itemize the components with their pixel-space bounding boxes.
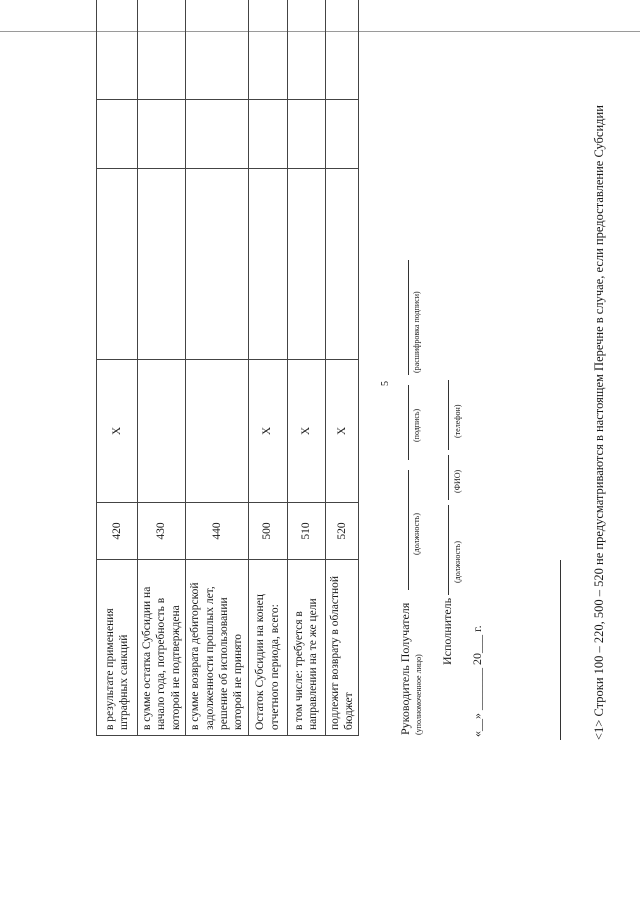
row-cell-empty [248, 169, 287, 360]
head-position-line [408, 470, 409, 590]
footnote: <1> Строки 100 – 220, 500 – 520 не предусматриваются в настоящем Перечне в случае, если предоставление Субсидии [592, 105, 606, 740]
executor-phone-line [448, 380, 449, 450]
row-description: в том числе: требуется в направлении на те же цели [287, 560, 325, 736]
row-cell-empty [138, 0, 186, 100]
row-description: в сумме остатка Субсидии на начало года, потребность в которой не подтверждена [138, 560, 186, 736]
row-mark: X [325, 360, 359, 503]
row-cell-empty [325, 100, 359, 169]
head-signature-caption: (подпись) [412, 408, 421, 442]
table-row [138, 0, 186, 736]
row-cell-empty [97, 169, 138, 360]
table-row [325, 0, 359, 736]
row-code: 520 [325, 503, 359, 560]
row-description: Остаток Субсидии на конец отчетного периода, всего: [248, 560, 287, 736]
table-row [97, 0, 138, 736]
row-mark [186, 360, 249, 503]
row-mark: X [248, 360, 287, 503]
row-description: в результате применения штрафных санкций [97, 560, 138, 736]
row-cell-empty [186, 0, 249, 100]
row-cell-empty [97, 0, 138, 100]
row-code: 510 [287, 503, 325, 560]
head-position-caption: (должность) [412, 513, 421, 555]
row-cell-empty [97, 100, 138, 169]
executor-position-line [448, 505, 449, 595]
row-mark [138, 360, 186, 503]
row-description: подлежит возврату в областной бюджет [325, 560, 359, 736]
table-row [248, 0, 287, 736]
row-cell-empty [138, 169, 186, 360]
row-cell-empty [248, 100, 287, 169]
row-cell-empty [287, 100, 325, 169]
row-cell-empty [325, 0, 359, 100]
row-cell-empty [325, 169, 359, 360]
row-cell-empty [287, 0, 325, 100]
head-label: Руководитель Получателя [398, 602, 412, 735]
row-code: 430 [138, 503, 186, 560]
row-mark: X [287, 360, 325, 503]
executor-fio-line [448, 455, 449, 500]
footnote-rule [560, 560, 561, 740]
executor-label: Исполнитель [440, 597, 454, 665]
row-cell-empty [248, 0, 287, 100]
executor-phone-caption: (телефон) [453, 404, 462, 438]
row-description: в сумме возврата дебиторской задолженности прошлых лет, решение об использовании которой не принято [186, 560, 249, 736]
report-table [96, 0, 359, 736]
table-row [186, 0, 249, 736]
page-number: 5 [380, 381, 391, 386]
executor-position-caption: (должность) [453, 541, 462, 583]
executor-fio-caption: (ФИО) [453, 469, 462, 493]
row-cell-empty [138, 100, 186, 169]
row-cell-empty [186, 169, 249, 360]
date-line: «__» _______ 20___ г. [470, 625, 484, 737]
head-sublabel: (уполномоченное лицо) [414, 654, 423, 735]
row-code: 500 [248, 503, 287, 560]
row-code: 420 [97, 503, 138, 560]
table-row [287, 0, 325, 736]
row-cell-empty [186, 100, 249, 169]
row-cell-empty [287, 169, 325, 360]
head-signature-line [408, 385, 409, 460]
row-code: 440 [186, 503, 249, 560]
head-transcript-line [408, 260, 409, 375]
row-mark: X [97, 360, 138, 503]
head-transcript-caption: (расшифровка подписи) [412, 291, 421, 373]
